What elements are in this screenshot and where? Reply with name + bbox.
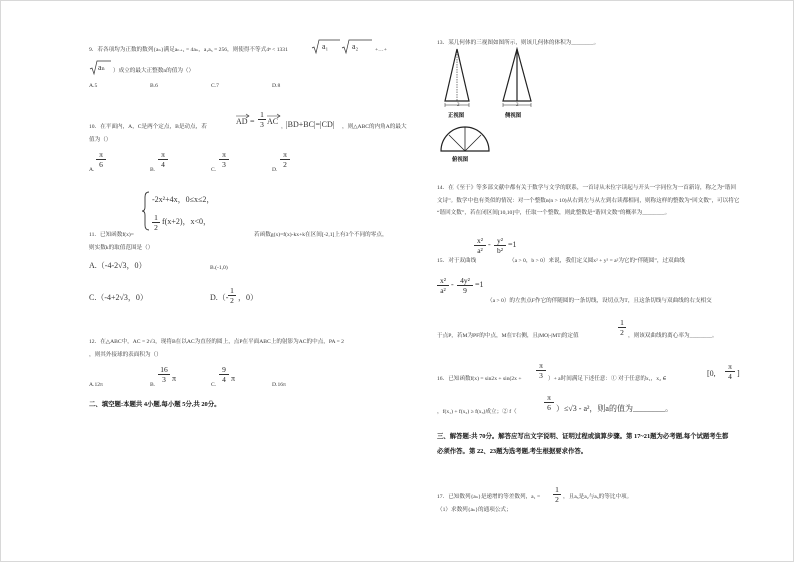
q11-option-c: C.（-4+2√3，0） xyxy=(89,293,148,302)
q12-option-a: A.12π xyxy=(89,382,103,388)
q10-option-d-den: 2 xyxy=(283,160,287,169)
q16-interval-frac xyxy=(725,362,735,381)
q16-interval-left: [0, xyxy=(707,369,716,378)
q16-pi6-den: 6 xyxy=(547,403,551,412)
q13-three-view-figure xyxy=(437,47,537,117)
q9-option-d: D.8 xyxy=(272,83,281,89)
q15-line1-a: 15．对于双曲线 xyxy=(437,258,477,264)
q16-pi6-frac xyxy=(544,393,554,412)
q10-option-c-num: π xyxy=(222,150,226,159)
q12-option-b-num: 16 xyxy=(160,365,168,374)
q16-pi6-num: π xyxy=(547,393,551,402)
q13-side-view xyxy=(503,49,531,107)
q16-int-num: π xyxy=(728,362,732,371)
q10-vec-ac: AC xyxy=(267,117,279,126)
q11-piece1: -2x²+4x，0≤x≤2， xyxy=(152,195,215,204)
q12-option-b-den: 3 xyxy=(162,375,166,384)
q13-line1: 13．某几何体的三视图如图所示，则该几何体的体积为________。 xyxy=(437,40,600,46)
q12-option-c-frac xyxy=(219,365,229,384)
q9-root-a1: a₁ xyxy=(322,42,329,51)
q10-eq: = xyxy=(250,117,255,126)
q16-line2-b: ）≤√3 - a²，则a的值为________。 xyxy=(556,404,673,413)
q13-top-label: 俯视图 xyxy=(452,157,469,163)
q14-line1: 14．在《至于》等多部文献中都有关于数学与文学的联系，一首诗从末位字读起与开头一字同位为一首新诗，称之为“谐回 xyxy=(437,185,736,191)
q15-hyp-b: b² xyxy=(497,246,503,255)
q13-side-dim: 2 xyxy=(516,103,519,108)
q12-option-b-label: B. xyxy=(150,382,156,388)
q10-option-d-frac xyxy=(280,150,290,169)
q10-abs-expr: |BD+BC|=|CD| xyxy=(286,120,335,129)
q15-line1-b: （a > 0，b > 0）来说，我们定义圆x² + y² = a²为它的“伴随圆”，过双曲线 xyxy=(509,258,685,264)
q12-line1: 12．在△ABC中，AC = 2√3，现将B在以AC为直径的圆上，点P在平面ABC上的射影为AC的中点，PA = 2 xyxy=(89,339,344,345)
q12-option-d: D.16π xyxy=(272,382,286,388)
q16-line2-a: ，f(x₁) + f(x₂) ≥ f(x₃)成立；② f（ xyxy=(437,409,517,415)
q15-hyp-x: x² xyxy=(477,236,483,245)
q15-e2-x-frac xyxy=(437,276,449,295)
q12-option-c-tail: π xyxy=(231,374,236,383)
q15-e2-y-frac xyxy=(457,276,473,295)
q10-option-b-label: B. xyxy=(150,167,156,173)
section-3-heading-line1: 三、解答题:共 70分。解答应写出文字说明、证明过程或演算步骤。第 17~21题为必考题,每个试题考生都 xyxy=(437,433,729,440)
q15-e2-x: x² xyxy=(440,276,446,285)
q10-option-c-label: C. xyxy=(211,167,217,173)
q14-line2: 文诗”。数学中也有类似的情况：对一个整数n(n > 10)从右到左与从左到右读都相同，则称这样的整数为“回文数”，可以将它 xyxy=(437,198,740,204)
section-3-heading-line2: 必须作答。第 22、23题为选考题,考生根据要求作答。 xyxy=(437,448,588,455)
q15-hyp-y-frac xyxy=(494,236,506,255)
q13-top-view xyxy=(437,121,493,157)
q10-option-c-den: 3 xyxy=(222,160,226,169)
q15-e2-eq: =1 xyxy=(475,280,484,289)
q12-line2: ，则其外接球的表面积为（） xyxy=(89,352,162,358)
q11-option-a: A.（-4-2√3，0） xyxy=(89,261,147,270)
q11-piece2-frac xyxy=(152,213,160,232)
q15-e2-y: 4y² xyxy=(460,276,470,285)
q17-sub1: （1）求数列{aₙ}的通项公式； xyxy=(437,507,512,513)
q16-line1-b: ）+ a时间满足下述任意：① 对于任意的x₁，x₂ ∈ xyxy=(548,376,667,382)
q15-e2-a: a² xyxy=(440,286,446,295)
q9-root-a2: a₂ xyxy=(352,42,359,51)
q9-option-a: A.5 xyxy=(89,83,98,89)
q12-option-b-tail: π xyxy=(172,374,177,383)
q9-line2: ）成立的最大正整数n的值为（） xyxy=(113,68,195,74)
q9-line1: 9．若各项均为正数的数列{aₙ}满足aₙ₊₁ = 4aₙ，a₁a₅ = 256，则使得不等式4ⁿ < 1331 xyxy=(89,47,288,53)
q10-frac-num: 1 xyxy=(260,110,264,119)
q13-front-dim: 2 xyxy=(457,103,460,108)
q10-option-c-frac xyxy=(219,150,229,169)
q15-line3-a: 于点P，若M为PF的中点，M在T右侧，且|MO|-|MT|的定值 xyxy=(437,333,579,339)
q10-option-d-num: π xyxy=(283,150,287,159)
q10-option-b-frac xyxy=(158,150,168,169)
q11-option-d-frac xyxy=(228,286,236,305)
q13-front-view xyxy=(445,49,469,107)
q15-hyp-x-frac xyxy=(474,236,486,255)
q10-option-d-label: D. xyxy=(272,167,278,173)
q15-e2-9: 9 xyxy=(463,286,467,295)
q11-piece2: f(x+2)，x<0， xyxy=(162,217,212,226)
q11-line2: 则实数k的取值范围是（） xyxy=(89,245,154,251)
q15-hyp-minus: - xyxy=(488,240,491,249)
q15-hyp-a: a² xyxy=(477,246,483,255)
q15-e2-minus: - xyxy=(451,280,454,289)
q12-option-c-den: 4 xyxy=(222,375,226,384)
q12-option-b-frac xyxy=(158,365,170,384)
q10-option-a-frac xyxy=(96,150,106,169)
q10-vec-ad-arrow xyxy=(235,113,251,119)
q10-line1-a: 10．在平面内，A，C是两个定点，B是动点，若 xyxy=(89,124,207,130)
q15-hyp-eq: =1 xyxy=(508,240,517,249)
q17-line1-a: 17．已知数列{aₙ}是递增的等差数列，a₁ = xyxy=(437,494,541,500)
q9-root-an: aₙ xyxy=(98,63,106,72)
q9-option-b: B.6 xyxy=(150,83,158,89)
section-2-heading: 二、填空题:本题共 4小题,每小题 5分,共 20分。 xyxy=(89,401,221,408)
q10-option-b-num: π xyxy=(161,150,165,159)
q10-frac-den: 3 xyxy=(260,120,264,129)
q9-option-c: C.7 xyxy=(211,83,219,89)
q16-pi3-num: π xyxy=(539,361,543,370)
q17-frac xyxy=(553,485,561,504)
q11-option-d-num: 1 xyxy=(230,286,234,295)
q10-vec-ac-arrow xyxy=(266,113,282,119)
q17-num: 1 xyxy=(555,485,559,494)
q10-option-a-label: A. xyxy=(89,167,95,173)
q11-piece2-den: 2 xyxy=(154,223,158,232)
q11-line-a: 11．已知函数f(x)= xyxy=(89,232,134,238)
q10-line1-b: ，则△ABC的内角A的最大 xyxy=(342,124,407,130)
q11-option-d-pre: D.（- xyxy=(210,293,229,302)
q16-pi3-den: 3 xyxy=(539,371,543,380)
q16-line1-a: 16．已知函数f(x) = sin2x + sin(2x + xyxy=(437,376,522,382)
q11-brace xyxy=(141,191,151,231)
q17-line1-b: ，且a₃是a₂与a₅的等比中项。 xyxy=(563,494,633,500)
q11-line-b: 若函数g(x)=f(x)-kx+k在区间[-2,1]上有3个不同的零点， xyxy=(254,232,388,238)
q11-option-d-den: 2 xyxy=(230,296,234,305)
q12-option-c-num: 9 xyxy=(222,365,226,374)
q13-front-label: 正视图 xyxy=(448,113,465,119)
q16-pi3-frac xyxy=(536,361,546,380)
q10-option-b-den: 4 xyxy=(161,160,165,169)
q10-vec-ad: AD xyxy=(236,117,248,126)
q16-interval-right: ] xyxy=(737,369,740,378)
q13-side-label: 侧视图 xyxy=(505,113,522,119)
q9-dots: +…+ xyxy=(375,47,387,53)
q16-int-den: 4 xyxy=(728,372,732,381)
q17-den: 2 xyxy=(555,495,559,504)
q11-option-d-post: ，0） xyxy=(238,293,258,302)
q15-hyp-y: y² xyxy=(497,236,503,245)
q15-half-den: 2 xyxy=(620,328,624,337)
q14-line3: “谐回文数”，若在闭区间[10,10]中，任取一个整数，则此整数是“谐回文数”的概率为________。 xyxy=(437,210,671,216)
q10-mid: ， xyxy=(281,124,287,130)
q11-option-b: B.(-1,0) xyxy=(210,265,228,271)
q15-half-num: 1 xyxy=(620,318,624,327)
q10-line2: 值为（） xyxy=(89,137,112,143)
q15-half-frac xyxy=(618,318,626,337)
q15-line2: （a > 0）的左焦点F作它的伴随圆的一条切线，设切点为T，且这条切线与双曲线的右支相交 xyxy=(487,298,712,304)
q10-option-a-den: 6 xyxy=(99,160,103,169)
q12-option-c-label: C. xyxy=(211,382,217,388)
q10-option-a-num: π xyxy=(99,150,103,159)
q10-frac xyxy=(258,110,266,129)
q15-line3-b: ，则该双曲线的离心率为________。 xyxy=(628,333,718,339)
q11-piece2-num: 1 xyxy=(154,213,158,222)
